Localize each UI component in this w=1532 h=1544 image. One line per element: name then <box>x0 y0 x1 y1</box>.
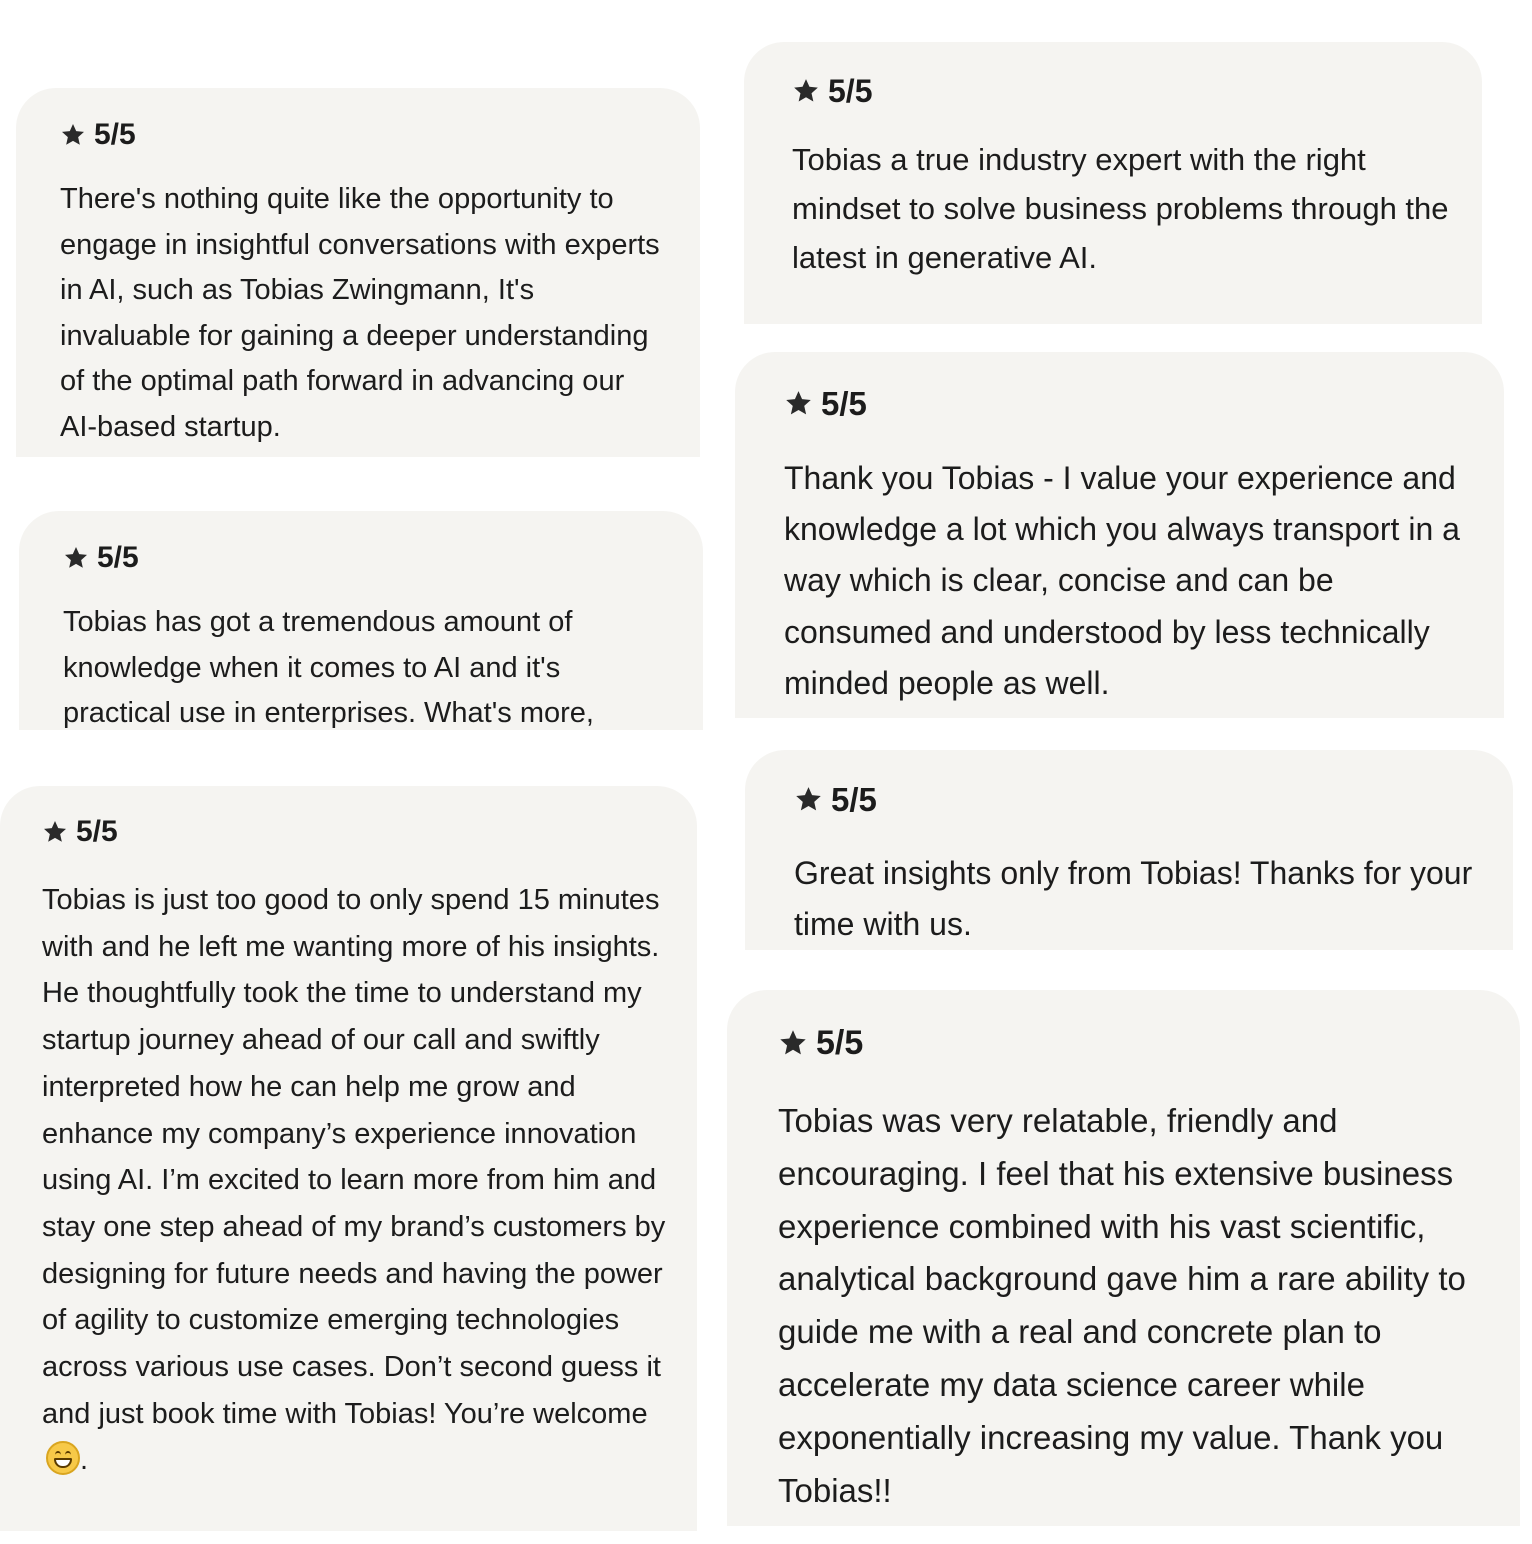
rating-value: 5/5 <box>816 1024 864 1062</box>
rating <box>794 783 1483 816</box>
review-card <box>727 990 1520 1526</box>
rating-value: 5/5 <box>76 815 118 848</box>
review-text: Great insights only from Tobias! Thanks for your time with us. <box>794 855 1473 943</box>
review-text: Tobias was very relatable, friendly and encouraging. I feel that his extensive business experience combined with his vast scientific, analytical background gave him a rare ability to guide me with a real and concrete plan to accelerate my data science career while exponentially increasing my value. Thank you Tobias!! <box>778 1102 1466 1509</box>
rating <box>60 120 666 150</box>
rating-value: 5/5 <box>94 118 136 151</box>
review-text-end: . <box>80 1444 89 1477</box>
rating <box>784 387 1474 420</box>
rating-value: 5/5 <box>97 541 139 574</box>
review-card <box>745 750 1513 950</box>
star-icon <box>60 122 86 148</box>
review-text <box>42 877 667 1484</box>
review-card <box>744 42 1482 324</box>
review-card <box>735 352 1504 718</box>
review-text: Thank you Tobias - I value your experience and knowledge a lot which you always transport in a way which is clear, concise and can be consumed and understood by less technically minded people as well. <box>784 460 1460 701</box>
review-text-body: Tobias is just too good to only spend 15 minutes with and he left me wanting more of his insights. He thoughtfully took the time to understand my startup journey ahead of our call and swiftly interpreted how he can help me grow and enhance my company’s experience innovation using AI. I’m excited to learn more from him and stay one step ahead of my brand’s customers by designing for future needs and having the power of agility to customize emerging technologies across various use cases. Don’t second guess it and just book time with Tobias! You’re welcome <box>42 884 666 1430</box>
star-icon <box>63 545 89 571</box>
star-icon <box>794 785 823 814</box>
star-icon <box>784 389 813 418</box>
rating <box>792 75 1452 107</box>
rating <box>42 817 667 847</box>
review-text: There's nothing quite like the opportunity to engage in insightful conversations with experts in AI, such as Tobias Zwingmann, It's invaluable for gaining a deeper understanding of the optimal path forward in advancing our AI-based startup. <box>60 183 660 443</box>
rating <box>778 1026 1490 1060</box>
rating-value: 5/5 <box>821 385 867 422</box>
review-text: Tobias a true industry expert with the right mindset to solve business problems through the latest in generative AI. <box>792 142 1449 275</box>
star-icon <box>792 77 820 105</box>
review-text: Tobias has got a tremendous amount of knowledge when it comes to AI and it's practical use in enterprises. What's more, <box>63 606 594 730</box>
rating-value: 5/5 <box>831 781 877 818</box>
review-card <box>0 786 697 1531</box>
star-icon <box>778 1028 808 1058</box>
grinning-face-emoji-icon <box>46 1441 80 1475</box>
rating-value: 5/5 <box>828 73 873 109</box>
review-card <box>19 511 703 730</box>
review-card <box>16 88 700 457</box>
rating <box>63 543 669 573</box>
star-icon <box>42 819 68 845</box>
